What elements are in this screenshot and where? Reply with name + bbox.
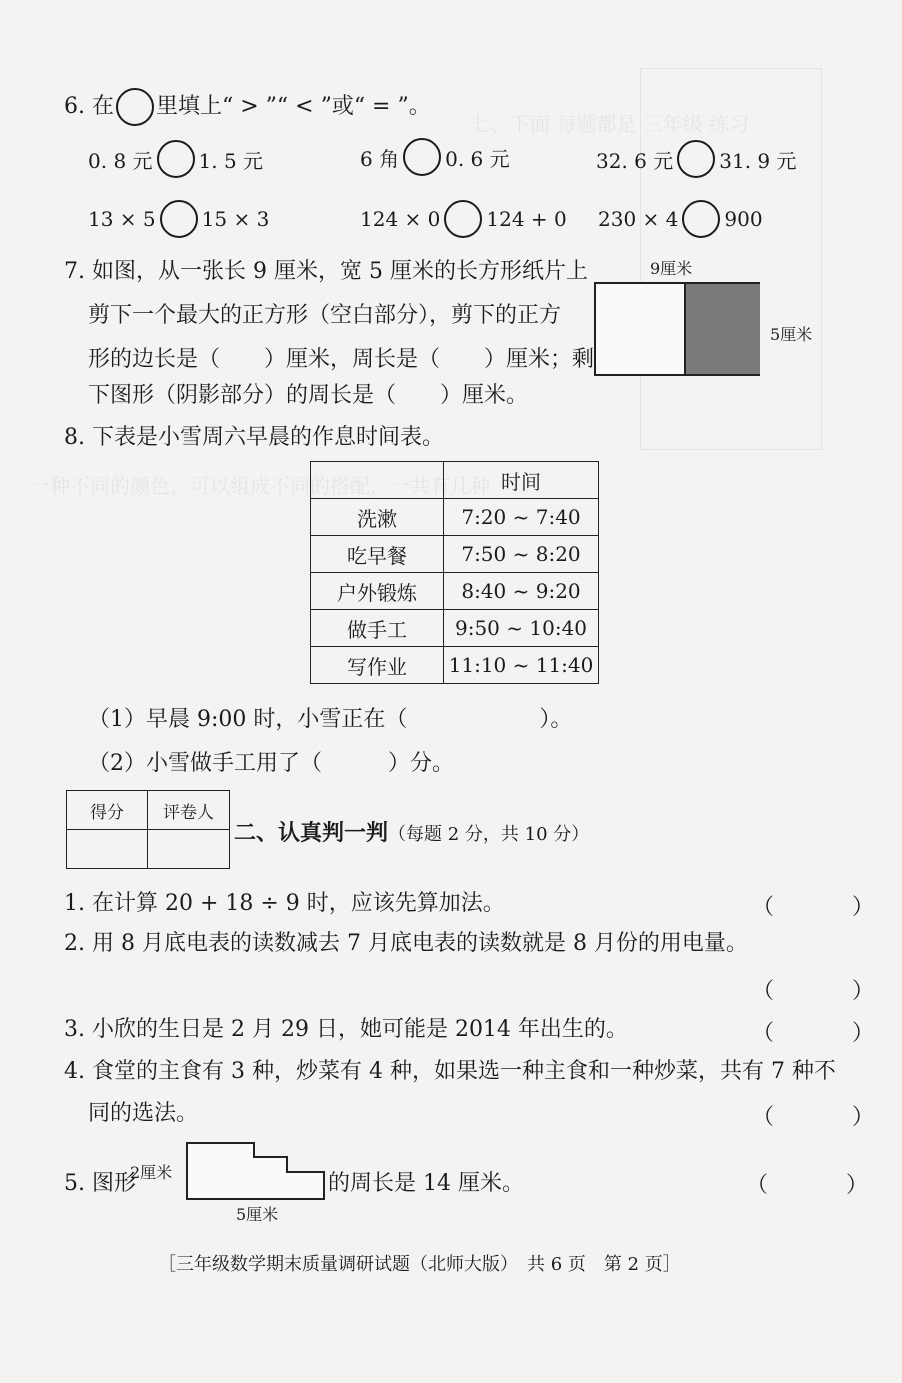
- compare-item: [596, 140, 797, 178]
- table-row: [311, 573, 599, 610]
- time-cell: 8:40 ~ 9:20: [444, 573, 599, 610]
- compare-item: [360, 138, 510, 176]
- q6-instruction: [64, 88, 431, 126]
- answer-paren[interactable]: （ ）: [752, 895, 902, 920]
- table-row: [311, 647, 599, 684]
- score-box: [66, 790, 230, 869]
- compare-left: 32. 6 元: [596, 148, 674, 173]
- q7-line-2: 剪下一个最大的正方形（空白部分），剪下的正方: [88, 303, 562, 328]
- q8-intro: 8. 下表是小雪周六早晨的作息时间表。: [64, 425, 444, 450]
- grader-field[interactable]: [148, 830, 230, 869]
- compare-right: 31. 9 元: [719, 148, 797, 173]
- time-cell: 9:50 ~ 10:40: [444, 610, 599, 647]
- judge-item-1: 1. 在计算 20 + 18 ÷ 9 时，应该先算加法。: [64, 891, 505, 916]
- compare-item: [88, 200, 269, 238]
- answer-circle[interactable]: [157, 140, 195, 178]
- compare-left: 6 角: [360, 146, 400, 171]
- answer-paren[interactable]: （ ）: [752, 1105, 902, 1130]
- compare-right: 15 × 3: [201, 207, 270, 231]
- grader-header: 评卷人: [148, 791, 230, 830]
- compare-right: 124 + 0: [486, 207, 567, 231]
- answer-circle[interactable]: [403, 138, 441, 176]
- judge-item-2: 2. 用 8 月底电表的读数减去 7 月底电表的读数就是 8 月份的用电量。: [64, 931, 748, 956]
- figure-width-label: 9厘米: [650, 259, 693, 278]
- figure-height-label: 5厘米: [770, 325, 813, 344]
- answer-circle[interactable]: [682, 200, 720, 238]
- answer-circle[interactable]: [444, 200, 482, 238]
- table-header-row: [311, 462, 599, 499]
- activity-cell: 写作业: [311, 647, 444, 684]
- rectangle-figure: [594, 282, 760, 376]
- answer-circle[interactable]: [116, 88, 154, 126]
- stepped-shape-figure: [184, 1140, 330, 1204]
- time-cell: 7:20 ~ 7:40: [444, 499, 599, 536]
- activity-cell: 户外锻炼: [311, 573, 444, 610]
- compare-right: 0. 6 元: [445, 146, 510, 171]
- page-footer: ［三年级数学期末质量调研试题（北师大版） 共 6 页 第 2 页］: [158, 1254, 681, 1275]
- compare-item: [360, 200, 567, 238]
- judge-item-5-prefix: 5. 图形: [64, 1171, 136, 1196]
- schedule-table: [310, 461, 599, 684]
- table-header-cell: [311, 462, 444, 499]
- q6-suffix: 里填上“ > ”“ < ”或“ = ”。: [155, 94, 431, 119]
- judge-item-3: 3. 小欣的生日是 2 月 29 日，她可能是 2014 年出生的。: [64, 1017, 628, 1042]
- time-cell: 11:10 ~ 11:40: [444, 647, 599, 684]
- answer-paren[interactable]: （ ）: [752, 1021, 902, 1046]
- step-height-label: 2厘米: [130, 1163, 173, 1182]
- answer-circle[interactable]: [160, 200, 198, 238]
- q8-sub-2: （2）小雪做手工用了（ ）分。: [88, 751, 454, 776]
- section-title: 二、认真判一判: [234, 820, 389, 846]
- q7-line-1: 7. 如图，从一张长 9 厘米，宽 5 厘米的长方形纸片上: [64, 259, 588, 284]
- judge-item-4-cont: 同的选法。: [88, 1101, 199, 1126]
- answer-paren[interactable]: （ ）: [752, 979, 902, 1004]
- table-row: [311, 610, 599, 647]
- section-note: （每题 2 分，共 10 分）: [388, 824, 590, 845]
- section-2-heading: [234, 816, 589, 847]
- activity-cell: 吃早餐: [311, 536, 444, 573]
- judge-item-4: 4. 食堂的主食有 3 种，炒菜有 4 种，如果选一种主食和一种炒菜，共有 7 种不: [64, 1059, 836, 1084]
- compare-right: 900: [724, 207, 763, 231]
- compare-item: [598, 200, 763, 238]
- shaded-region: [684, 284, 760, 374]
- q7-line-3: 形的边长是（ ）厘米，周长是（ ）厘米；剩: [88, 347, 595, 372]
- answer-circle[interactable]: [677, 140, 715, 178]
- table-header-cell: 时间: [444, 462, 599, 499]
- score-header: 得分: [67, 791, 148, 830]
- answer-paren[interactable]: （ ）: [746, 1173, 897, 1198]
- step-width-label: 5厘米: [236, 1205, 279, 1224]
- time-cell: 7:50 ~ 8:20: [444, 536, 599, 573]
- score-field[interactable]: [67, 830, 148, 869]
- table-row: [311, 536, 599, 573]
- compare-left: 13 × 5: [88, 207, 156, 231]
- q8-sub-1: （1）早晨 9:00 时，小雪正在（ ）。: [88, 707, 573, 732]
- exam-page: 七、下面 每题都是 三年级 练习 一种不同的颜色，可以组成不同的搭配，一共有几种 6. 在 里填上“ > ”“ < ”或“ = ”。 0. 8 元 1. 5 元 6 角 0. 6 元 32. 6 元 31. 9 元 13 × 5 15 × 3 124 × 0 124 + 0 230 × 4 900 7. 如图，从一张长 9 厘米，宽 5 厘米的长方形纸片上 剪下一个最大的正方形（空白部分），剪下的正方 形的边长是（ ）厘米，周长是（ ）厘米；剩 下图形（阴影部分）的周长是（ ）厘米。 9厘米 5厘米 8. 下表是小雪周六早晨的作息时间表。 时间 洗漱 7:20 ~ 7:40 吃早餐 7:50 ~ 8:20 户外锻炼 8:40 ~ 9:20 做手工 9:50 ~ 10:40 写作业 11:10 ~ 11:40 （1）早晨 9:00 时，小雪正在（ ）。 （2）小雪做手工用了（ ）分。 得分 评卷人 二、认真判一判 （每题 2 分，共 10 分） 1. 在计算 20 + 18 ÷ 9 时，应该先算加法。 （ ） 2. 用 8 月底电表的读数减去 7 月底电表的读数就是 8 月份的用电量。 （ ） 3. 小欣的生日是 2 月 29 日，她可能是 2014 年出生的。 （ ） 4. 食堂的主食有 3 种，炒菜有 4 种，如果选一种主食和一种炒菜，共有 7 种不 同的选法。 （ ） 5. 图形 2厘米 5厘米 的周长是 14 厘米。 （ ） ［三年级数学期末质量调研试题（北师大版） 共 6 页 第 2 页］: [0, 0, 860, 1383]
- q7-line-4: 下图形（阴影部分）的周长是（ ）厘米。: [88, 383, 529, 408]
- compare-left: 0. 8 元: [88, 148, 153, 173]
- judge-item-5-suffix: 的周长是 14 厘米。: [328, 1171, 524, 1196]
- compare-right: 1. 5 元: [198, 148, 264, 173]
- activity-cell: 做手工: [311, 610, 444, 647]
- q6-prefix: 6. 在: [64, 94, 114, 119]
- compare-left: 230 × 4: [598, 207, 679, 231]
- table-row: [311, 499, 599, 536]
- compare-left: 124 × 0: [360, 207, 441, 231]
- activity-cell: 洗漱: [311, 499, 444, 536]
- compare-item: [88, 140, 263, 178]
